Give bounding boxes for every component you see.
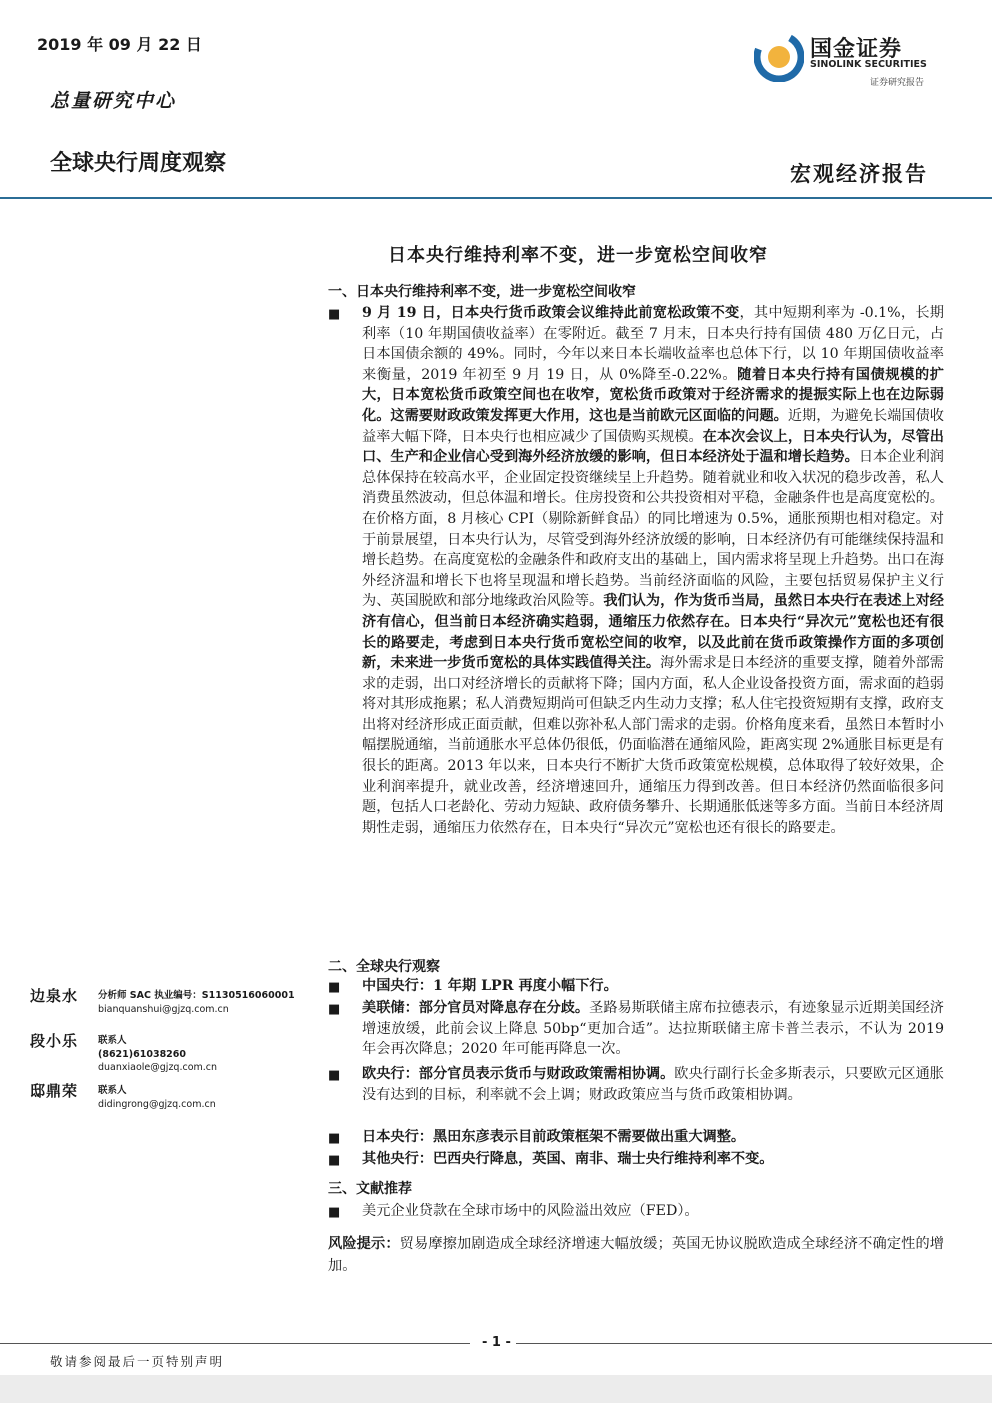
analyst-info <box>98 989 295 1016</box>
bank-label: 其他央行： <box>362 1151 433 1167</box>
analyst-info <box>98 1034 217 1075</box>
report-title: 全球央行周度观察 <box>50 151 227 176</box>
logo-subtitle: 证券研究报告 <box>870 78 925 88</box>
analyst-email[interactable]: didingrong@gjzq.com.cn <box>98 1098 216 1110</box>
emphasis-text: 我们认为，作为货币当局，虽然日本央行在表述上对经济有信心，但当前日本经济确实趋弱，通缩压力依然存在。日本央行“异次元”宽松也还有很长的路要走，考虑到日本央行货币宽松空间的收窄，以及此前在货币政策操作方面的多项创新，未来进一步货币宽松的具体实践值得关注。 <box>362 593 944 672</box>
central-bank-item <box>362 998 944 1060</box>
central-bank-item <box>362 1127 944 1148</box>
analyst-role: 联系人 <box>98 1035 127 1046</box>
logo-name-en: SINOLINK SECURITIES <box>810 59 927 70</box>
bank-headline: 黑田东彦表示目前政策框架不需要做出重大调整。 <box>432 1129 746 1145</box>
header-divider <box>0 197 992 199</box>
page-number: - 1 - <box>482 1335 511 1350</box>
bank-headline: 巴西央行降息，英国、南非、瑞士央行维持利率不变。 <box>432 1151 774 1167</box>
bullet-square-icon: ■ <box>328 307 341 322</box>
analyst-role: 分析师 SAC 执业编号：S1130516060001 <box>98 990 295 1001</box>
analyst-role: 联系人 <box>98 1085 127 1096</box>
report-date: 2019 年 09 月 22 日 <box>37 35 202 54</box>
bank-headline: 部分官员表示货币与财政政策需相协调。 <box>418 1066 675 1082</box>
bank-label: 美联储： <box>362 1000 419 1016</box>
bank-label: 欧央行： <box>362 1066 419 1082</box>
bullet-square-icon: ■ <box>328 1131 341 1146</box>
analyst-email[interactable]: duanxiaole@gjzq.com.cn <box>98 1062 218 1073</box>
section-1-title: 一、日本央行维持利率不变，进一步宽松空间收窄 <box>328 284 636 300</box>
bullet-square-icon: ■ <box>328 1205 341 1220</box>
bank-label: 日本央行： <box>362 1129 433 1145</box>
emphasis-text: 9 月 19 日，日本央行货币政策会议维持此前宽松政策不变 <box>362 305 740 321</box>
bank-label: 中国央行： <box>362 978 433 994</box>
analyst-name: 邸鼎荣 <box>30 1082 79 1100</box>
disclaimer-note: 敬请参阅最后一页特别声明 <box>50 1354 225 1369</box>
bullet-square-icon: ■ <box>328 1153 341 1168</box>
bank-headline: 1 年期 LPR 再度小幅下行。 <box>432 978 618 994</box>
body-text: ，其中短期利率为 -0.1%，长期利率（10 年期国债收益率）在零附近。截至 7 月末，日本央行持有国债 480 万亿日元，占日本国债余额的 49%。同时，今年以来日本长端收益率也总体下行，以 10 年期国债收益率来衡量，2019 年初至 9 月 19 日，从 0%降至-0.22%。 <box>362 305 944 383</box>
bank-detail: 圣路易斯联储主席布拉德表示，有迹象显示近期美国经济增速放缓，此前会议上降息 50bp“更加合适”。达拉斯联储主席卡普兰表示，不认为 2019 年会再次降息；2020 年可能再降息一次。 <box>362 1000 944 1058</box>
section-1-paragraph <box>362 303 944 838</box>
central-bank-item <box>362 1149 944 1170</box>
risk-text: 贸易摩擦加剧造成全球经济增速大幅放缓；英国无协议脱欧造成全球经济不确定性的增加。 <box>328 1236 944 1274</box>
analyst-name: 边泉水 <box>30 987 79 1005</box>
logo-name-cn: 国金证券 <box>810 37 903 62</box>
section-3-title: 三、文献推荐 <box>328 1181 412 1197</box>
footer-divider <box>0 1343 470 1344</box>
bank-detail: 欧央行副行长金多斯表示，只要欧元区通胀没有达到的目标，利率就不会上调；财政政策应当与货币政策相协调。 <box>362 1066 944 1103</box>
emphasis-text: 在本次会议上，日本央行认为，尽管出口、生产和企业信心受到海外经济放缓的影响，但日本经济处于温和增长趋势。 <box>362 428 944 466</box>
bullet-square-icon: ■ <box>328 980 341 995</box>
section-2-title: 二、全球央行观察 <box>328 959 440 975</box>
central-bank-item <box>362 1064 944 1105</box>
analyst-email[interactable]: bianquanshui@gjzq.com.cn <box>98 1003 229 1015</box>
bank-headline: 部分官员对降息存在分歧。 <box>418 1000 590 1016</box>
body-text: 海外需求是日本经济的重要支撑，随着外部需求的走弱，出口对经济增长的贡献将下降；国内方面，私人企业设备投资方面，需求面的趋弱将对其形成拖累；私人消费短期尚可但缺乏内生动力支撑；私人住宅投资短期有支撑，政府支出将对经济形成正面贡献，但难以弥补私人部门需求的走弱。价格角度来看，虽然日本暂时小幅摆脱通缩，当前通胀水平总体仍很低，仍面临潜在通缩风险，距离实现 2%通胀目标更是有很长的距离。2013 年以来，日本央行不断扩大货币政策宽松规模，总体取得了较好效果，企业利润率提升，就业改善，经济增速回升，通缩压力得到改善。但日本经济仍然面临很多问题，包括人口老龄化、劳动力短缺、政府债务攀升、长期通胀低迷等多方面。当前日本经济周期性走弱，通缩压力依然存在，日本央行“异次元”宽松也还有很长的路要走。 <box>362 655 944 836</box>
analyst-info <box>98 1084 216 1111</box>
report-type: 宏观经济报告 <box>790 161 928 186</box>
article-subtitle: 日本央行维持利率不变，进一步宽松空间收窄 <box>388 245 768 266</box>
research-center: 总量研究中心 <box>50 90 177 112</box>
bullet-square-icon: ■ <box>328 1002 341 1017</box>
body-text: 日本企业利润总体保持在较高水平，企业固定投资继续呈上升趋势。随着就业和收入状况的稳步改善，私人消费虽然波动，但总体温和增长。住房投资和公共投资相对平稳，金融条件也是高度宽松的。在价格方面，8 月核心 CPI（剔除新鲜食品）的同比增速为 0.5%，通胀预期也相对稳定。对于前景展望，日本央行认为，尽管受到海外经济放缓的影响，日本经济仍有可能继续保持温和增长趋势。在高度宽松的金融条件和政府支出的基础上，国内需求将呈现上升趋势。出口在海外经济温和增长下也将呈现温和增长趋势。当前经济面临的风险，主要包括贸易保护主义行为、英国脱欧和部分地缘政治风险等。 <box>362 449 944 610</box>
risk-label: 风险提示： <box>328 1236 400 1252</box>
analyst-phone: (8621)61038260 <box>98 1048 187 1060</box>
risk-warning <box>328 1233 944 1277</box>
sinolink-logo <box>754 30 954 92</box>
body-text: 近期，为避免长端国债收益率大幅下降，日本央行也相应减少了国债购买规模。 <box>362 407 944 445</box>
footer-bar <box>0 1375 992 1403</box>
footer-divider <box>516 1343 992 1344</box>
emphasis-text: 随着日本央行持有国债规模的扩大，日本宽松货币政策空间也在收窄，宽松货币政策对于经济需求的提振实际上也在边际弱化。这需要财政政策发挥更大作用，这也是当前欧元区面临的问题。 <box>362 366 944 424</box>
literature-item: 美元企业贷款在全球市场中的风险溢出效应（FED）。 <box>362 1203 699 1219</box>
sinolink-logo-icon <box>754 32 804 82</box>
bullet-square-icon: ■ <box>328 1068 341 1083</box>
central-bank-item <box>362 976 944 997</box>
analyst-name: 段小乐 <box>30 1032 79 1050</box>
